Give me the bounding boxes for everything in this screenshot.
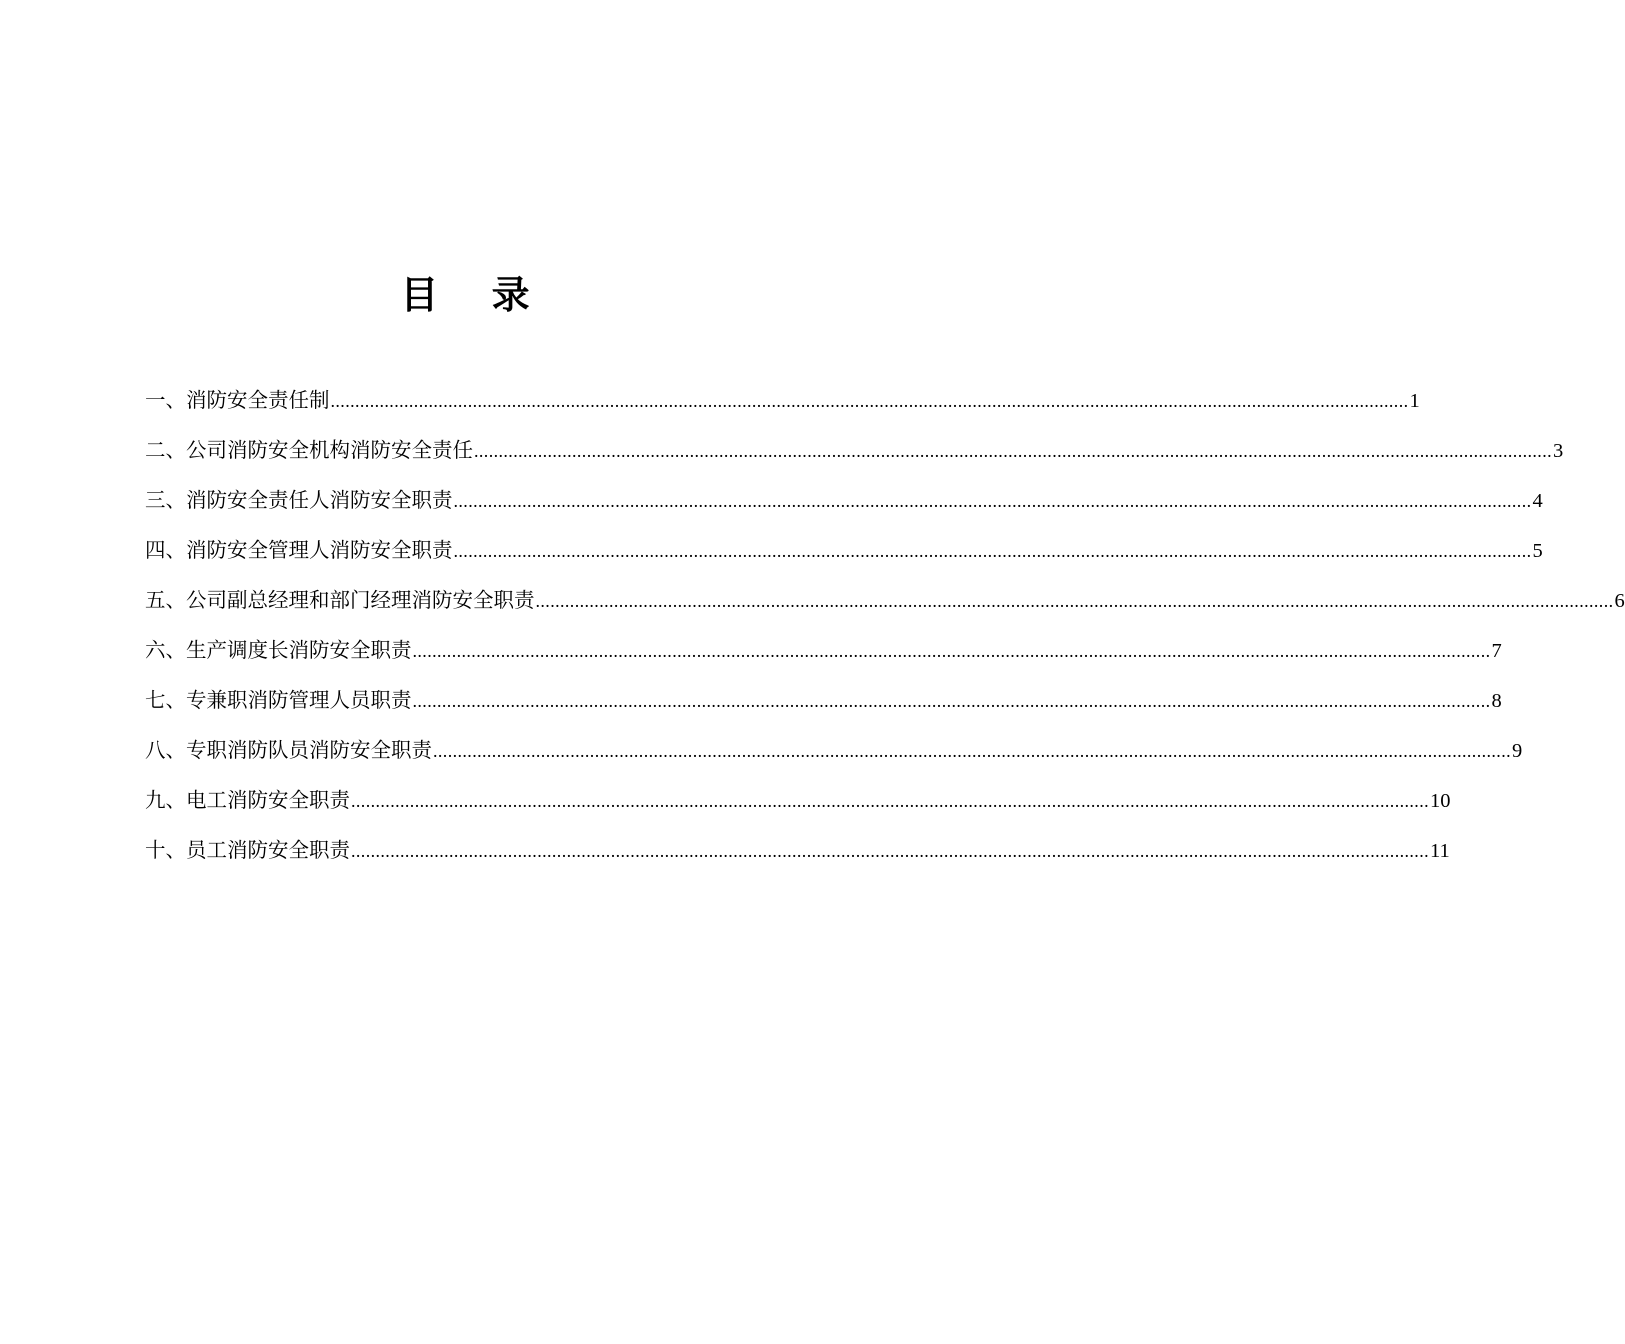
page-title: 目 录 <box>400 272 550 317</box>
toc-entry[interactable] <box>145 778 1451 828</box>
toc-entry[interactable] <box>145 578 1625 628</box>
toc-entry-label: 六、生产调度长消防安全职责 <box>145 638 412 662</box>
toc-entry-page: 3 <box>1553 440 1564 462</box>
toc-entry[interactable] <box>145 428 1564 478</box>
toc-entry-page: 9 <box>1512 740 1523 762</box>
toc-entry-page: 10 <box>1430 790 1451 812</box>
toc-entry-page: 1 <box>1409 390 1420 412</box>
dot-leader: ............................................................................................................................................................................................................................ <box>453 541 1532 561</box>
toc-entry[interactable] <box>145 828 1450 878</box>
toc-entry-page: 4 <box>1532 490 1543 512</box>
toc-entry-page: 8 <box>1491 690 1502 712</box>
toc-entry-label: 二、公司消防安全机构消防安全责任 <box>145 438 473 462</box>
toc-entry[interactable] <box>145 728 1523 778</box>
toc-entry[interactable] <box>145 378 1420 428</box>
dot-leader: ............................................................................................................................................................................................................................ <box>535 591 1614 611</box>
dot-leader: ............................................................................................................................................................................................................................ <box>412 641 1491 661</box>
toc-entry-label: 八、专职消防队员消防安全职责 <box>145 738 432 762</box>
toc-entry-label: 四、消防安全管理人消防安全职责 <box>145 538 453 562</box>
dot-leader: ............................................................................................................................................................................................................................ <box>453 491 1532 511</box>
toc-entry-page: 5 <box>1532 540 1543 562</box>
toc-entry-label: 七、专兼职消防管理人员职责 <box>145 688 412 712</box>
dot-leader: ............................................................................................................................................................................................................................ <box>330 391 1409 411</box>
toc-entry[interactable] <box>145 678 1502 728</box>
toc-entry-page: 6 <box>1614 590 1625 612</box>
toc-entry-page: 7 <box>1491 640 1502 662</box>
table-of-contents <box>145 378 1625 878</box>
toc-entry-label: 三、消防安全责任人消防安全职责 <box>145 488 453 512</box>
toc-entry[interactable] <box>145 628 1502 678</box>
toc-entry-label: 五、公司副总经理和部门经理消防安全职责 <box>145 588 535 612</box>
toc-entry-page: 11 <box>1430 840 1450 862</box>
dot-leader: ............................................................................................................................................................................................................................ <box>433 741 1511 761</box>
toc-entry[interactable] <box>145 528 1543 578</box>
dot-leader: ............................................................................................................................................................................................................................ <box>351 841 1429 861</box>
toc-entry-label: 十、员工消防安全职责 <box>145 838 350 862</box>
toc-entry[interactable] <box>145 478 1543 528</box>
dot-leader: ............................................................................................................................................................................................................................ <box>412 691 1491 711</box>
toc-entry-label: 九、电工消防安全职责 <box>145 788 350 812</box>
toc-entry-label: 一、消防安全责任制 <box>145 388 330 412</box>
dot-leader: ............................................................................................................................................................................................................................ <box>474 441 1552 461</box>
dot-leader: ............................................................................................................................................................................................................................ <box>351 791 1429 811</box>
